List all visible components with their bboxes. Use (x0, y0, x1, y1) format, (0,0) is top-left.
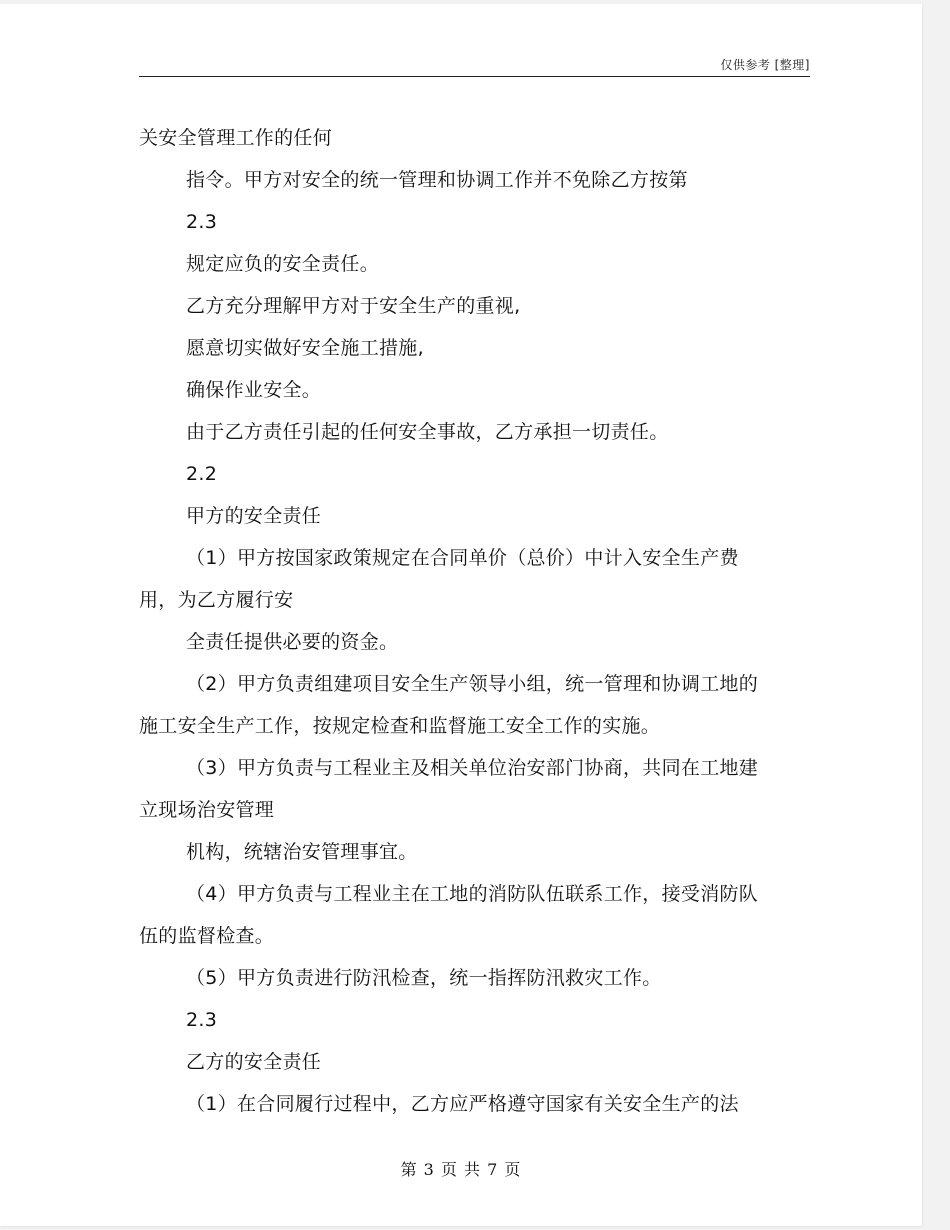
paragraph: （5）甲方负责进行防汛检查，统一指挥防汛救灾工作。 (186, 967, 662, 989)
paragraph: （2）甲方负责组建项目安全生产领导小组，统一管理和协调工地的施工安全生产工作，按规定检查和监督施工安全工作的实施。 (139, 673, 759, 737)
paragraph: 全责任提供必要的资金。 (186, 631, 399, 653)
paragraph: 愿意切实做好安全施工措施, (186, 337, 424, 359)
paragraph: 乙方充分理解甲方对于安全生产的重视, (186, 295, 521, 317)
section-number: 2.3 (186, 211, 218, 233)
header-label: 仅供参考 [整理] (720, 58, 810, 72)
paragraph: （3）甲方负责与工程业主及相关单位治安部门协商，共同在工地建立现场治安管理 (139, 757, 759, 821)
paragraph: 确保作业安全。 (186, 379, 322, 401)
section-heading: 乙方的安全责任 (186, 1051, 322, 1073)
paragraph: （1）甲方按国家政策规定在合同单价（总价）中计入安全生产费用，为乙方履行安 (139, 547, 739, 611)
paragraph: 由于乙方责任引起的任何安全事故，乙方承担一切责任。 (186, 421, 669, 443)
section-number: 2.3 (186, 1009, 218, 1031)
section-heading: 甲方的安全责任 (186, 505, 322, 527)
paragraph: 机构，统辖治安管理事宜。 (186, 841, 418, 863)
paragraph: （4）甲方负责与工程业主在工地的消防队伍联系工作，接受消防队伍的监督检查。 (139, 883, 759, 947)
paragraph: （1）在合同履行过程中，乙方应严格遵守国家有关安全生产的法 (186, 1093, 739, 1115)
paragraph: 规定应负的安全责任。 (186, 253, 380, 275)
paragraph: 指令。甲方对安全的统一管理和协调工作并不免除乙方按第 (186, 169, 688, 191)
document-page (0, 4, 922, 1226)
section-number: 2.2 (186, 463, 218, 485)
page-number-footer: 第 3 页 共 7 页 (400, 1160, 522, 1179)
header-divider (139, 76, 810, 77)
document-body (139, 117, 769, 1125)
paragraph: 关安全管理工作的任何 (139, 127, 333, 149)
